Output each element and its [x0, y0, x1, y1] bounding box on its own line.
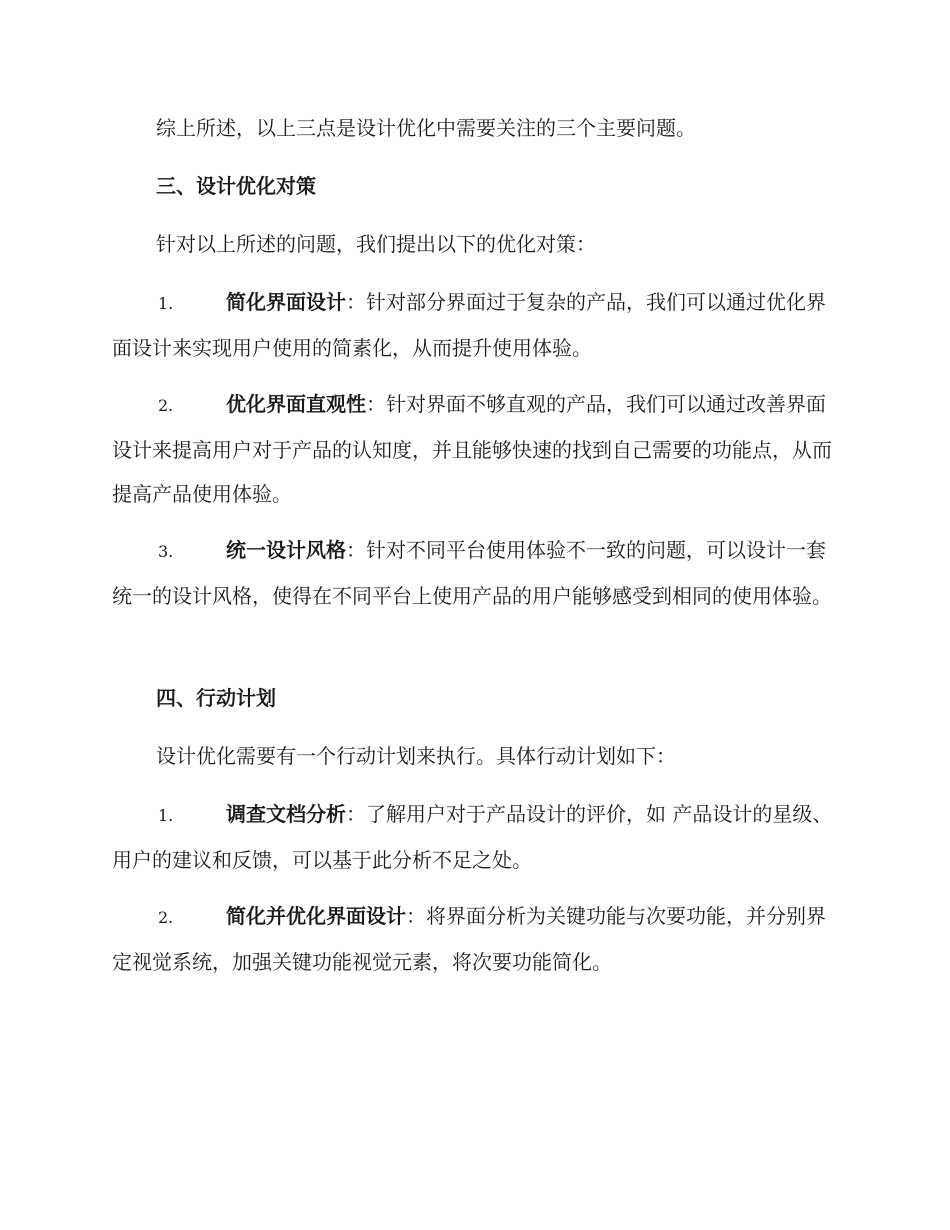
list-item-text: ：针对部分界面过于复杂的产品，我们可以通过优化界面设计来实现用户使用的简素化，从而提升使用体验。 [112, 290, 826, 360]
list-item-title: 调查文档分析 [226, 802, 346, 826]
list-item [112, 528, 838, 618]
list-item [112, 792, 838, 882]
list-number: 2. [158, 396, 174, 415]
list-number: 1. [158, 294, 174, 313]
list-item-title: 简化界面设计 [226, 290, 346, 314]
section-3-intro: 针对以上所述的问题，我们提出以下的优化对策： [156, 232, 596, 256]
summary-paragraph: 综上所述，以上三点是设计优化中需要关注的三个主要问题。 [156, 116, 696, 140]
list-item [112, 894, 838, 984]
section-4-intro: 设计优化需要有一个行动计划来执行。具体行动计划如下： [156, 744, 676, 768]
list-item-title: 统一设计风格 [226, 538, 346, 562]
list-number: 1. [158, 806, 174, 825]
section-3-heading: 三、设计优化对策 [156, 174, 316, 198]
list-item-text: ：了解用户对于产品设计的评价，如 产品设计的星级、用户的建议和反馈，可以基于此分析不足之处。 [112, 802, 833, 872]
section-4-heading: 四、行动计划 [156, 686, 276, 710]
list-item-text: ：针对界面不够直观的产品，我们可以通过改善界面设计来提高用户对于产品的认知度，并且能够快速的找到自己需要的功能点，从而提高产品使用体验。 [112, 392, 832, 506]
list-item-text: ：将界面分析为关键功能与次要功能，并分别界定视觉系统，加强关键功能视觉元素，将次要功能简化。 [112, 904, 826, 974]
list-number: 3. [158, 542, 174, 561]
list-item [112, 382, 838, 516]
list-item-text: ：针对不同平台使用体验不一致的问题，可以设计一套统一的设计风格，使得在不同平台上使用产品的用户能够感受到相同的使用体验。 [112, 538, 832, 608]
list-item-title: 优化界面直观性 [226, 392, 366, 416]
list-item [112, 280, 838, 370]
list-number: 2. [158, 908, 174, 927]
list-item-title: 简化并优化界面设计 [226, 904, 406, 928]
